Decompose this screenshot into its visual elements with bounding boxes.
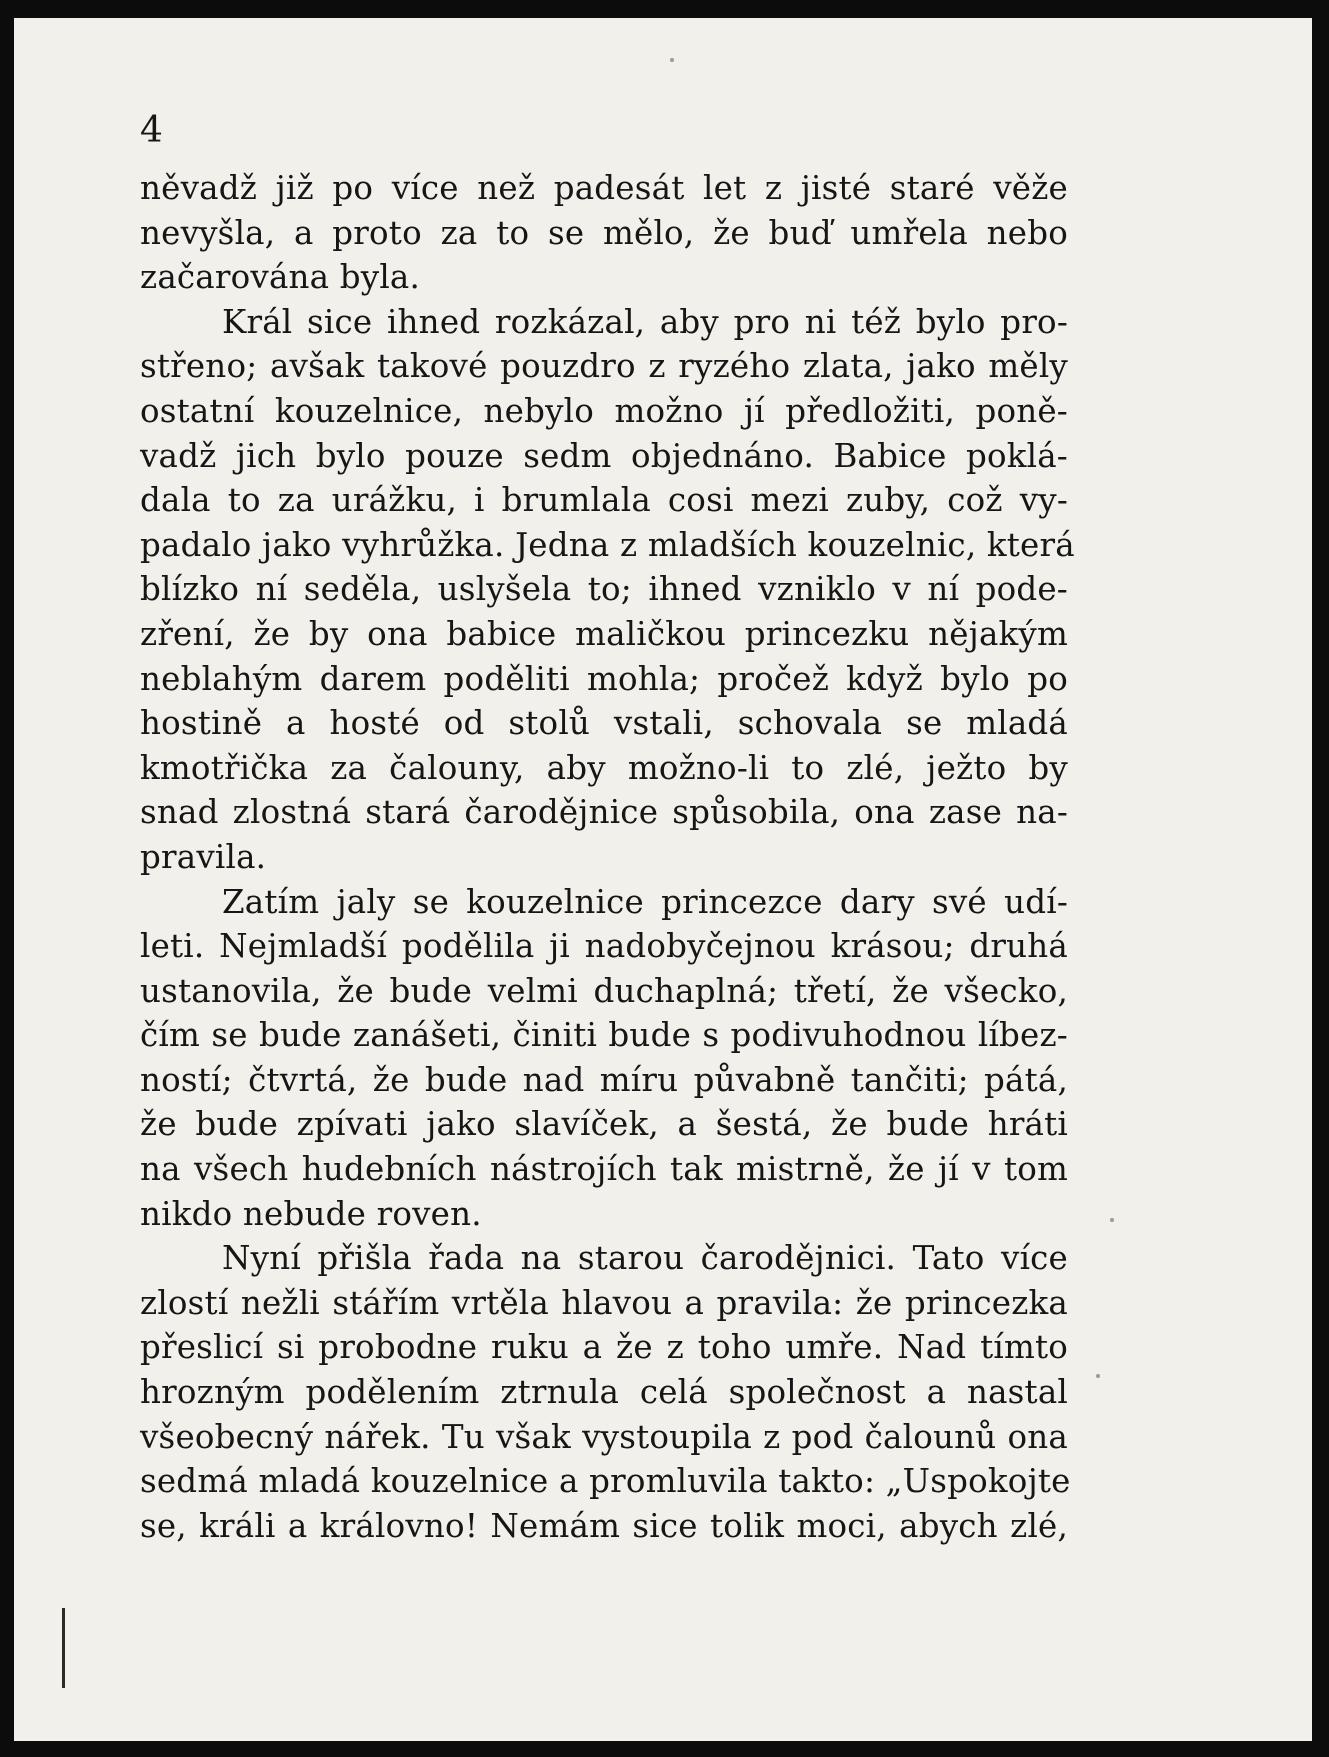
text-line: snad zlostná stará čarodějnice spůsobila, ona zase na-: [140, 793, 1068, 832]
text-line: padalo jako vyhrůžka. Jedna z mladších kouzelnic, která: [140, 525, 1075, 564]
text-line: ustanovila, že bude velmi duchaplná; třetí, že všecko,: [140, 971, 1068, 1010]
text-line: vadž jich bylo pouze sedm objednáno. Babice poklá-: [140, 436, 1068, 475]
text-line: střeno; avšak takové pouzdro z ryzého zlata, jako měly: [140, 347, 1068, 386]
text-line: něvadž již po více než padesát let z jisté staré věže: [140, 169, 1068, 207]
text-line: hrozným podělením ztrnula celá společnost a nastal: [140, 1373, 1068, 1412]
page-number: 4: [140, 110, 163, 151]
text-line: sedmá mladá kouzelnice a promluvila takto: „Uspokojte: [140, 1462, 1071, 1501]
text-line: ostatní kouzelnice, nebylo možno jí předložiti, poně-: [140, 391, 1068, 430]
text-line: zlostí nežli stářím vrtěla hlavou a pravila: že princezka: [140, 1283, 1068, 1322]
page-edge-mark: [62, 1608, 65, 1688]
book-page: [14, 18, 1312, 1741]
ink-speck: [670, 58, 674, 62]
text-line: zření, že by ona babice maličkou princezku nějakým: [140, 614, 1068, 653]
text-line: ností; čtvrtá, že bude nad míru půvabně tančiti; pátá,: [140, 1060, 1068, 1099]
text-line: Zatím jaly se kouzelnice princezce dary své udí-: [222, 882, 1068, 921]
text-line: leti. Nejmladší podělila ji nadobyčejnou krásou; druhá: [140, 927, 1068, 966]
text-line: dala to za urážku, i brumlala cosi mezi zuby, což vy-: [140, 481, 1068, 520]
text-line: všeobecný nářek. Tu však vystoupila z pod čalounů ona: [140, 1417, 1068, 1456]
text-line: na všech hudebních nástrojích tak mistrně, že jí v tom: [140, 1150, 1068, 1189]
text-line: neblahým darem poděliti mohla; pročež když bylo po: [140, 659, 1068, 698]
text-line: Nyní přišla řada na starou čarodějnici. Tato více: [222, 1239, 1068, 1278]
text-line: že bude zpívati jako slavíček, a šestá, že bude hráti: [140, 1105, 1068, 1144]
text-line: nevyšla, a proto za to se mělo, že buď umřela nebo: [140, 213, 1068, 252]
ink-speck: [1096, 1374, 1100, 1378]
text-line: začarována byla.: [140, 258, 421, 297]
page-body-text: [140, 166, 1075, 1548]
text-line: pravila.: [140, 837, 267, 876]
text-line: se, králi a královno! Nemám sice tolik moci, abych zlé,: [140, 1506, 1068, 1545]
text-line: čím se bude zanášeti, činiti bude s podivuhodnou líbez-: [140, 1016, 1068, 1055]
text-line: hostině a hosté od stolů vstali, schovala se mladá: [140, 704, 1068, 743]
text-line: nikdo nebude roven.: [140, 1194, 482, 1233]
text-line: kmotřička za čalouny, aby možno-li to zlé, ježto by: [140, 748, 1068, 787]
text-line: přeslicí si probodne ruku a že z toho umře. Nad tímto: [140, 1328, 1068, 1367]
text-line: blízko ní seděla, uslyšela to; ihned vzniklo v ní pode-: [140, 570, 1068, 609]
text-line: Král sice ihned rozkázal, aby pro ni též bylo pro-: [222, 302, 1068, 341]
ink-speck: [1110, 1218, 1114, 1222]
